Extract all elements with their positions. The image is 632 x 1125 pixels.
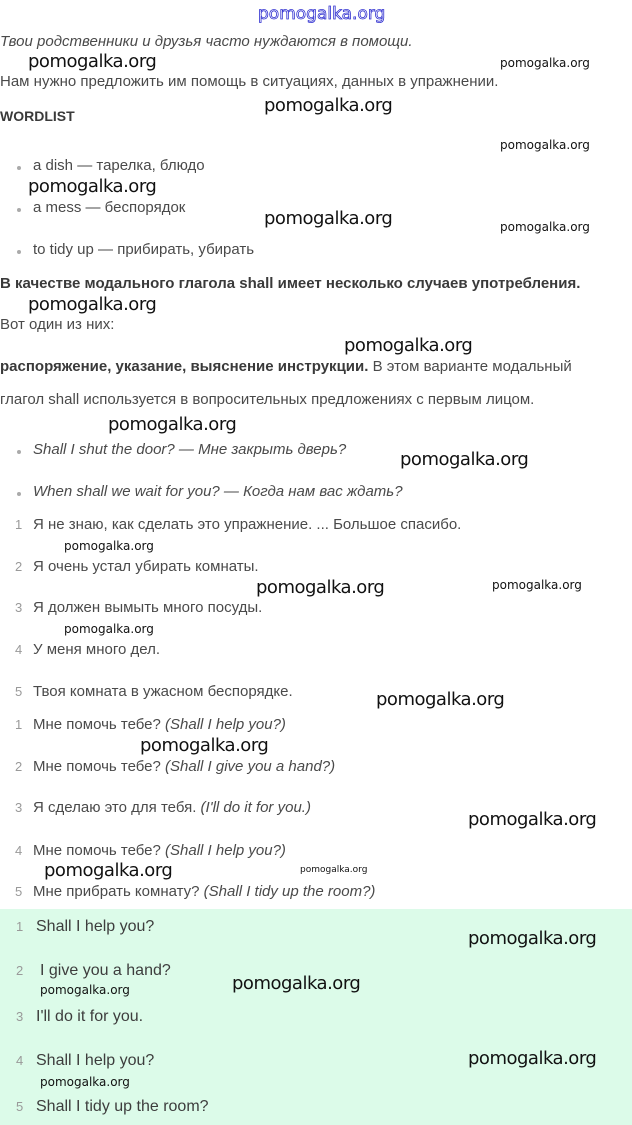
offer-en: (Shall I give you a hand?)	[165, 758, 336, 775]
watermark: pomogalka.org	[468, 1048, 597, 1069]
watermark: pomogalka.org	[44, 860, 173, 881]
wordlist-item: a mess — беспорядок	[33, 199, 186, 216]
offer-en: (Shall I help you?)	[165, 842, 286, 859]
grammar-rule-bold: распоряжение, указание, выяснение инструкции.	[0, 358, 369, 375]
offer	[33, 841, 286, 861]
offer-ru: Мне помочь тебе?	[33, 758, 166, 775]
item-number: 4	[15, 843, 23, 858]
watermark: pomogalka.org	[64, 539, 154, 553]
item-number: 1	[16, 919, 24, 934]
watermark: pomogalka.org	[500, 138, 590, 152]
watermark: pomogalka.org	[468, 809, 597, 830]
item-number: 3	[15, 600, 23, 615]
watermark: pomogalka.org	[28, 51, 157, 72]
item-number: 4	[16, 1053, 24, 1068]
watermark: pomogalka.org	[376, 689, 505, 710]
situation: Я не знаю, как сделать это упражнение. ... Большое спасибо.	[33, 516, 462, 533]
answer: I'll do it for you.	[36, 1008, 144, 1025]
bullet-icon	[17, 450, 21, 454]
offer-en: (I'll do it for you.)	[200, 799, 311, 816]
watermark: pomogalka.org	[28, 176, 157, 197]
wordlist-item: a dish — тарелка, блюдо	[33, 157, 205, 174]
offer	[33, 757, 335, 777]
item-number: 3	[16, 1009, 24, 1024]
watermark: pomogalka.org	[300, 865, 368, 875]
watermark: pomogalka.org	[28, 294, 157, 315]
bullet-icon	[17, 166, 21, 170]
offer	[33, 882, 375, 902]
grammar-heading: В качестве модального глагола shall имеет несколько случаев употребления.	[0, 275, 581, 292]
offer-ru: Мне помочь тебе?	[33, 716, 166, 733]
grammar-rule-rest: В этом варианте модальный	[368, 358, 572, 375]
offer-en: (Shall I help you?)	[165, 716, 286, 733]
grammar-rule	[0, 357, 572, 377]
offer-en: (Shall I tidy up the room?)	[203, 883, 376, 900]
watermark: pomogalka.org	[140, 735, 269, 756]
answer: Shall I help you?	[36, 918, 155, 935]
watermark: pomogalka.org	[468, 928, 597, 949]
item-number: 5	[16, 1099, 24, 1114]
intro-line-1: Твои родственники и друзья часто нуждаются в помощи.	[0, 33, 413, 50]
bullet-icon	[17, 250, 21, 254]
watermark: pomogalka.org	[64, 622, 154, 636]
watermark: pomogalka.org	[232, 973, 361, 994]
watermark: pomogalka.org	[108, 414, 237, 435]
item-number: 2	[15, 759, 23, 774]
example: When shall we wait for you? — Когда нам вас ждать?	[33, 483, 403, 500]
watermark: pomogalka.org	[492, 578, 582, 592]
item-number: 2	[15, 559, 23, 574]
watermark: pomogalka.org	[264, 208, 393, 229]
offer-ru: Мне помочь тебе?	[33, 842, 166, 859]
item-number: 5	[15, 884, 23, 899]
watermark: pomogalka.org	[500, 56, 590, 70]
answer: Shall I help you?	[36, 1052, 155, 1069]
wordlist-item: to tidy up — прибирать, убирать	[33, 241, 255, 258]
answer: I give you a hand?	[40, 962, 171, 979]
watermark: pomogalka.org	[400, 449, 529, 470]
example: Shall I shut the door? — Мне закрыть дверь?	[33, 441, 347, 458]
grammar-line-3: глагол shall используется в вопросительных предложениях с первым лицом.	[0, 391, 535, 408]
watermark: pomogalka.org	[264, 95, 393, 116]
item-number: 1	[15, 517, 23, 532]
watermark: pomogalka.org	[500, 220, 590, 234]
item-number: 4	[15, 642, 23, 657]
item-number: 1	[15, 717, 23, 732]
situation: Я очень устал убирать комнаты.	[33, 558, 259, 575]
watermark: pomogalka.org	[40, 983, 130, 997]
item-number: 3	[15, 800, 23, 815]
item-number: 2	[16, 963, 24, 978]
watermark: pomogalka.org	[40, 1075, 130, 1089]
offer	[33, 715, 286, 735]
offer-ru: Я сделаю это для тебя.	[33, 799, 201, 816]
bullet-icon	[17, 208, 21, 212]
watermark: pomogalka.org	[256, 577, 385, 598]
grammar-line: Вот один из них:	[0, 316, 115, 333]
watermark: pomogalka.org	[344, 335, 473, 356]
answer: Shall I tidy up the room?	[36, 1098, 209, 1115]
situation: Я должен вымыть много посуды.	[33, 599, 263, 616]
situation: У меня много дел.	[33, 641, 161, 658]
wordlist-title: WORDLIST	[0, 108, 75, 124]
watermark: pomogalka.org	[258, 4, 386, 24]
offer-ru: Мне прибрать комнату?	[33, 883, 204, 900]
item-number: 5	[15, 684, 23, 699]
bullet-icon	[17, 492, 21, 496]
intro-line-2: Нам нужно предложить им помощь в ситуациях, данных в упражнении.	[0, 73, 499, 90]
offer	[33, 798, 311, 818]
situation: Твоя комната в ужасном беспорядке.	[33, 683, 293, 700]
